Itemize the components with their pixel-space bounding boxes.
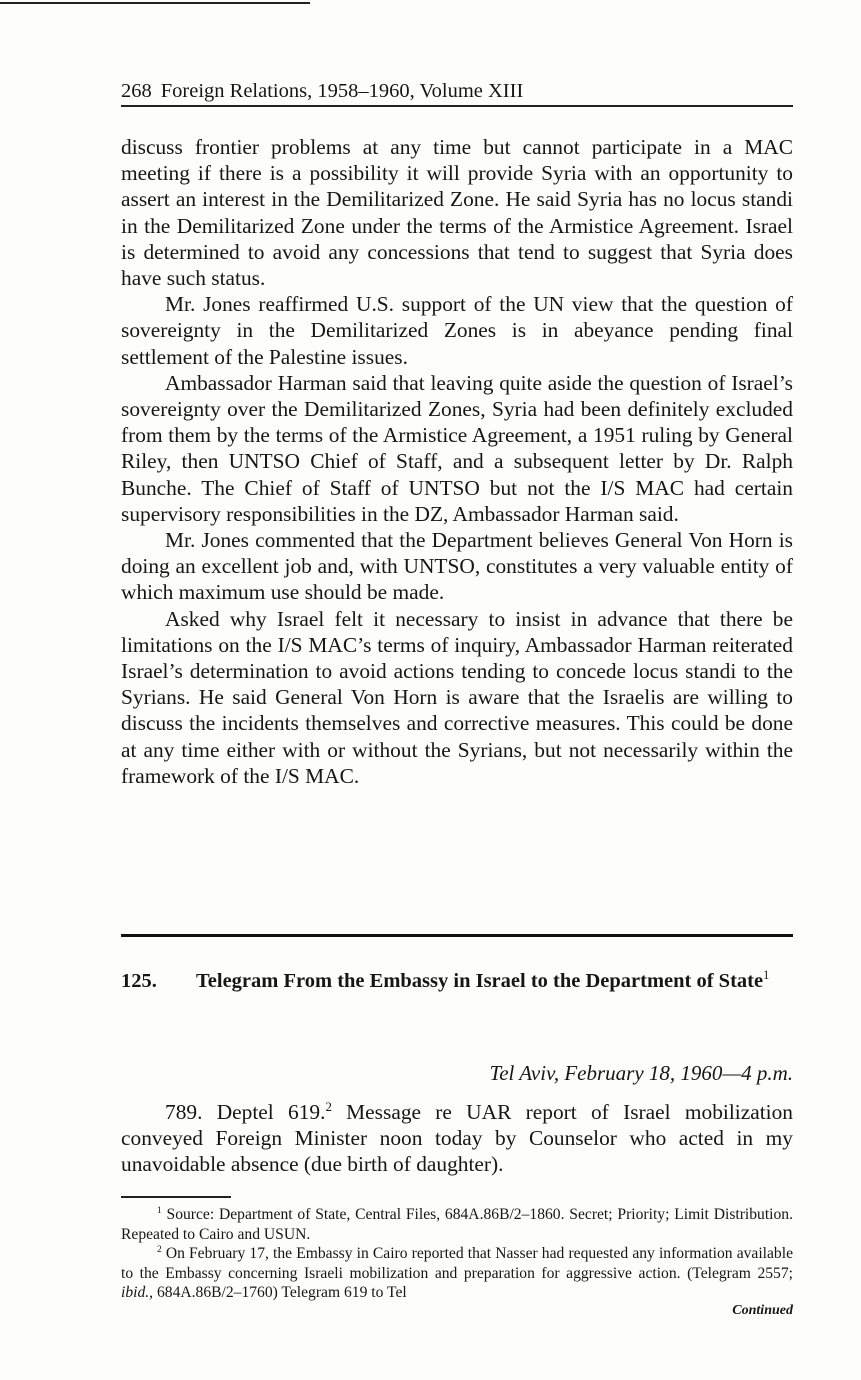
footnote-text: Source: Department of State, Central Files, 684A.86B/2–1860. Secret; Priority; Limit Distribution. Repeated to Cairo and USUN. [121, 1206, 793, 1243]
paragraph: Mr. Jones commented that the Department believes General Von Horn is doing an excellent job and, with UNTSO, constitutes a very valuable entity of which maximum use should be made. [121, 528, 793, 605]
running-title: Foreign Relations, 1958–1960, Volume XIII [160, 80, 524, 102]
footnote-marker: 2 [157, 1244, 162, 1255]
footnotes [121, 1205, 793, 1303]
footnote-ref: 1 [763, 968, 770, 983]
paragraph: discuss frontier problems at any time but cannot participate in a MAC meeting if there is a possibility it will provide Syria with an opportunity to assert an interest in the Demilitarized Zone. He said Syria has no locus standi in the Demilitarized Zone under the terms of the Armistice Agreement. Israel is determined to avoid any concessions that tend to suggest that Syria does have such status. [121, 135, 793, 291]
document-title-text: Telegram From the Embassy in Israel to the Department of State [196, 970, 764, 992]
running-header [121, 78, 793, 107]
scan-edge-rule [0, 2, 310, 4]
telegram-text [121, 1099, 793, 1178]
footnote-ref: 2 [325, 1099, 332, 1114]
document-title [196, 968, 793, 994]
document-heading [121, 968, 793, 994]
paragraph: Ambassador Harman said that leaving quite aside the question of Israel’s sovereignty over the Demilitarized Zones, Syria had been definitely excluded from them by the terms of the Armistice Agreement, a 1951 ruling by General Riley, then UNTSO Chief of Staff, and a subsequent letter by Dr. Ralph Bunche. The Chief of Staff of UNTSO but not the I/S MAC had certain supervisory responsibilities in the DZ, Ambassador Harman said. [121, 370, 793, 526]
continued-label: Continued [732, 1303, 793, 1318]
telegram-message: Message re UAR report of Israel mobilization conveyed Foreign Minister noon today by Counselor who acted in my unavoidable absence (due birth of daughter). [121, 1100, 793, 1177]
footnote-text: On February 17, the Embassy in Cairo reported that Nasser had requested any information available to the Embassy concerning Israeli mobilization and preparation for aggressive action. (Telegram 2557; [121, 1245, 793, 1282]
footnote-italic: ibid. [121, 1284, 150, 1301]
dateline: Tel Aviv, February 18, 1960—4 p.m. [489, 1061, 793, 1085]
footnote-rule [121, 1196, 231, 1198]
page-number: 268 [121, 80, 152, 102]
footnote [121, 1244, 793, 1303]
footnote [121, 1205, 793, 1244]
body-text [121, 134, 793, 789]
paragraph: Asked why Israel felt it necessary to insist in advance that there be limitations on the I/S MAC’s terms of inquiry, Ambassador Harman reiterated Israel’s determination to avoid actions tending to concede locus standi to the Syrians. He said General Von Horn is aware that the Israelis are willing to discuss the incidents themselves and corrective measures. This could be done at any time either with or without the Syrians, but not necessarily within the framework of the I/S MAC. [121, 606, 793, 788]
footnote-text-end: , 684A.86B/2–1760) Telegram 619 to Tel [149, 1284, 407, 1301]
section-divider [121, 934, 793, 937]
telegram-ref: 789. Deptel 619. [165, 1100, 326, 1124]
paragraph [121, 1099, 793, 1178]
paragraph: Mr. Jones reaffirmed U.S. support of the UN view that the question of sovereignty in the Demilitarized Zones is in abeyance pending final settlement of the Palestine issues. [121, 292, 793, 369]
document-number: 125. [121, 970, 157, 992]
footnote-marker: 1 [157, 1205, 162, 1216]
